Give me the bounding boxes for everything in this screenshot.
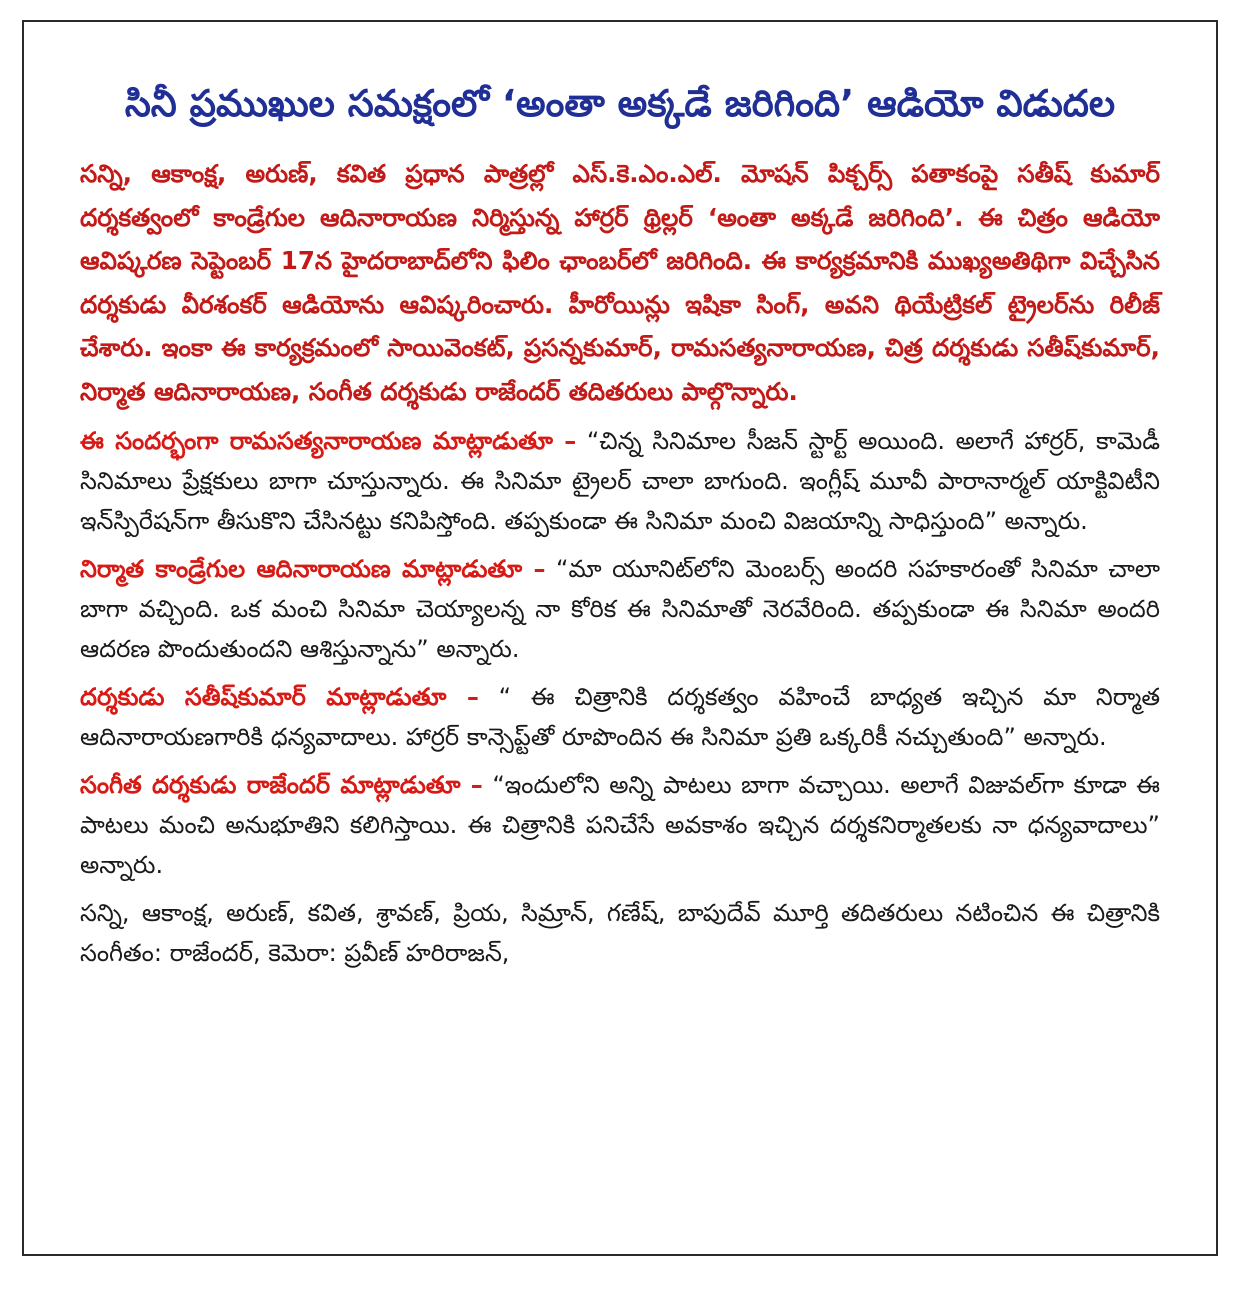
- quote-text: “ ఈ చిత్రానికి దర్శకత్వం వహించే బాధ్యత ఇచ్చిన మా నిర్మాత ఆదినారాయణగారికి ధన్యవాదాలు. హార్రర్ కాన్సెప్ట్‌తో రూపొందిన ఈ సినిమా ప్రతి ఒక్కరికీ నచ్చుతుంది” అన్నారు.: [80, 683, 1160, 751]
- quote-text: “ఇందులోని అన్ని పాటలు బాగా వచ్చాయి. అలాగే విజువల్‌గా కూడా ఈ పాటలు మంచి అనుభూతిని కలిగిస్తాయి. ఈ చిత్రానికి పనిచేసే అవకాశం ఇచ్చిన దర్శకనిర్మాతలకు నా ధన్యవాదాలు” అన్నారు.: [80, 771, 1160, 879]
- speaker-label: సంగీత దర్శకుడు రాజేందర్ మాట్లాడుతూ –: [80, 771, 483, 799]
- speaker-label: నిర్మాత కాండ్రేగుల ఆదినారాయణ మాట్లాడుతూ –: [80, 555, 546, 583]
- quote-text: “చిన్న సినిమాల సీజన్ స్టార్ట్ అయింది. అలాగే హార్రర్, కామెడీ సినిమాలు ప్రేక్షకులు బాగా చూస్తున్నారు. ఈ సినిమా ట్రైలర్ చాలా బాగుంది. ఇంగ్లీష్ మూవీ పారానార్మల్ యాక్టివిటీని ఇన్‌స్పిరేషన్‌గా తీసుకొని చేసినట్టు కనిపిస్తోంది. తప్పకుండా ఈ సినిమా మంచి విజయాన్ని సాధిస్తుంది” అన్నారు.: [80, 427, 1160, 535]
- quote-paragraph-music-director: [80, 765, 1160, 885]
- quote-paragraph-director: [80, 677, 1160, 757]
- credits-paragraph: సన్ని, ఆకాంక్ష, అరుణ్, కవిత, శ్రావణ్, ప్రియ, సిమ్రాన్, గణేష్, బాపుదేవ్ మూర్తి తదితరులు నటించిన ఈ చిత్రానికి సంగీతం: రాజేందర్, కెమెరా: ప్రవీణ్ హరిరాజన్,: [80, 899, 1160, 967]
- quote-text: “మా యూనిట్‌లోని మెంబర్స్ అందరి సహకారంతో సినిమా చాలా బాగా వచ్చింది. ఒక మంచి సినిమా చెయ్యాలన్న నా కోరిక ఈ సినిమాతో నెరవేరింది. తప్పకుండా ఈ సినిమా అందరి ఆదరణ పొందుతుందని ఆశిస్తున్నాను” అన్నారు.: [80, 555, 1160, 663]
- intro-paragraph: సన్ని, ఆకాంక్ష, అరుణ్, కవిత ప్రధాన పాత్రల్లో ఎస్.కె.ఎం.ఎల్. మోషన్ పిక్చర్స్ పతాకంపై సతీష్ కుమార్ దర్శకత్వంలో కాండ్రేగుల ఆదినారాయణ నిర్మిస్తున్న హార్రర్ థ్రిల్లర్ ‘అంతా అక్కడే జరిగింది’. ఈ చిత్రం ఆడియో ఆవిష్కరణ సెప్టెంబర్ 17న హైదరాబాద్‌లోని ఫిలిం ఛాంబర్‌లో జరిగింది. ఈ కార్యక్రమానికి ముఖ్యఅతిథిగా విచ్చేసిన దర్శకుడు వీరశంకర్ ఆడియోను ఆవిష్కరించారు. హీరోయిన్లు ఇషికా సింగ్, అవని థియేట్రికల్ ట్రైలర్‌ను రిలీజ్ చేశారు. ఇంకా ఈ కార్యక్రమంలో సాయివెంకట్, ప్రసన్నకుమార్, రామసత్యనారాయణ, చిత్ర దర్శకుడు సతీష్‌కుమార్, నిర్మాత ఆదినారాయణ, సంగీత దర్శకుడు రాజేందర్ తదితరులు పాల్గొన్నారు.: [80, 159, 1160, 406]
- headline: సినీ ప్రముఖుల సమక్షంలో ‘అంతా అక్కడే జరిగింది’ ఆడియో విడుదల: [124, 82, 1116, 125]
- quote-paragraph-producer: [80, 549, 1160, 669]
- article-page: [22, 20, 1218, 1256]
- speaker-label: దర్శకుడు సతీష్‌కుమార్ మాట్లాడుతూ –: [80, 683, 479, 711]
- quote-paragraph-ramasatyanarayana: [80, 421, 1160, 541]
- speaker-label: ఈ సందర్భంగా రామసత్యనారాయణ మాట్లాడుతూ –: [80, 427, 577, 455]
